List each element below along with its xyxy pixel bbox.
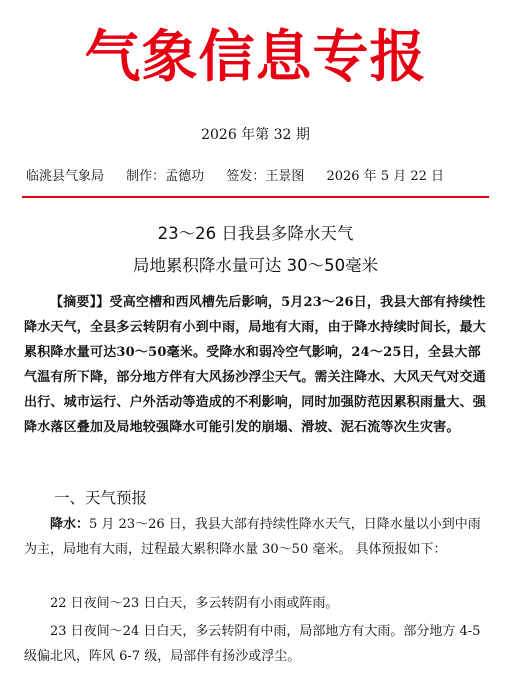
headline-line-2: 局地累积降水量可达 30～50毫米 bbox=[132, 256, 379, 275]
approver: 签发：王景图 bbox=[226, 169, 305, 184]
forecast-day-1: 22 日夜间～23 日白天，多云转阴有小雨或阵雨。 bbox=[50, 596, 339, 611]
precipitation-text: 5 月 23～26 日，我县大部有持续性降水天气，日降水量以小到中雨为主，局地有大雨，过程最大累积降水量 30～50 毫米。 具体预报如下： bbox=[24, 517, 481, 557]
headline-line-1: 23～26 日我县多降水天气 bbox=[157, 224, 354, 243]
author: 制作：孟德功 bbox=[126, 169, 205, 184]
precipitation-lead: 降水： bbox=[50, 517, 90, 532]
precipitation-paragraph bbox=[24, 512, 488, 562]
masthead-title: 气象信息专报 bbox=[84, 25, 427, 90]
section-title-forecast: 一、天气预报 bbox=[54, 489, 148, 507]
header-divider bbox=[22, 196, 489, 198]
issue-number: 2026 年第 32 期 bbox=[201, 127, 310, 143]
forecast-day-2: 23 日夜间～24 日白天，多云转阴有中雨，局部地方有大雨。部分地方 4-5 级偏北风，阵风 6-7 级，局部伴有扬沙或浮尘。 bbox=[24, 624, 481, 664]
publication-meta bbox=[26, 168, 486, 186]
abstract-paragraph: 【摘要】】受高空槽和西风槽先后影响，5月23～26日，我县大部有持续性降水天气，全县多云转阴有小到中雨，局地有大雨，由于降水持续时间长，最大累积降水量可达30～50毫米。受降水和弱冷空气影响，24～25日，全县大部气温有所下降，部分地方伴有大风扬沙浮尘天气。需关注降水、大风天气对交通出行、城市运行、户外活动等造成的不利影响，同时加强防范因累积雨量大、强降水落区叠加及局地较强降水可能引发的崩塌、滑坡、泥石流等次生灾害。 bbox=[24, 295, 487, 435]
publish-date: 2026 年 5 月 22 日 bbox=[326, 169, 445, 184]
headline bbox=[0, 218, 511, 282]
agency-name: 临洮县气象局 bbox=[26, 169, 105, 184]
